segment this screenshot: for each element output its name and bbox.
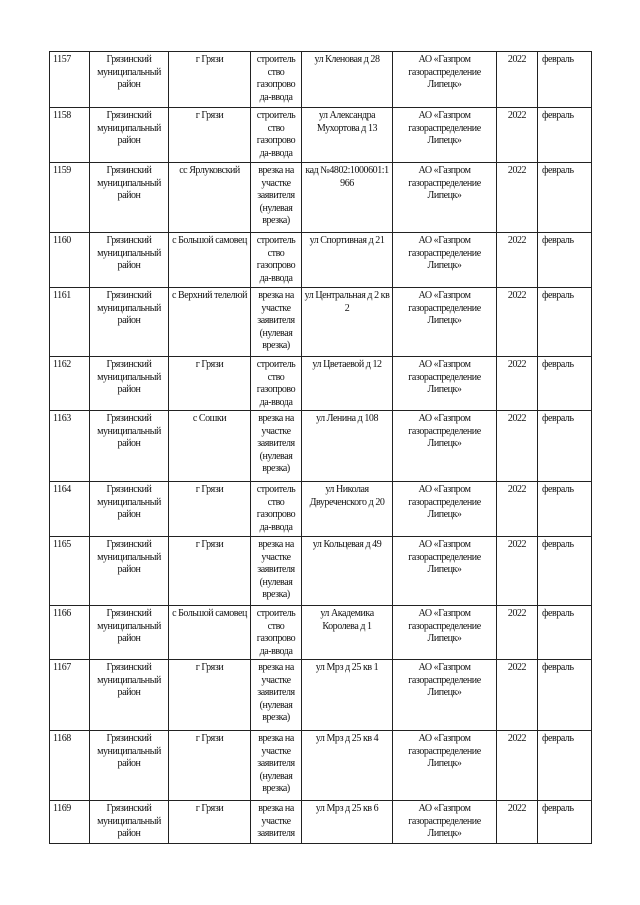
district-cell: Грязинский муниципальный район <box>90 288 169 357</box>
table-row <box>50 801 592 844</box>
year-cell: 2022 <box>497 801 538 844</box>
record-number: 1167 <box>50 660 90 731</box>
year-cell: 2022 <box>497 660 538 731</box>
month-cell: февраль <box>538 233 592 288</box>
address-cell: ул Кольцевая д 49 <box>302 537 393 606</box>
district-cell: Грязинский муниципальный район <box>90 482 169 537</box>
month-cell: февраль <box>538 357 592 411</box>
settlement-cell: с Большой самовец <box>169 606 251 660</box>
work-type-cell: строитель ство газопрово да-ввода <box>251 52 302 108</box>
settlement-cell: г Грязи <box>169 357 251 411</box>
record-number: 1166 <box>50 606 90 660</box>
table-row <box>50 52 592 108</box>
table-row <box>50 482 592 537</box>
table-row <box>50 288 592 357</box>
work-type-cell: врезка на участке заявителя (нулевая врезка) <box>251 731 302 801</box>
table-row <box>50 163 592 233</box>
settlement-cell: г Грязи <box>169 660 251 731</box>
month-cell: февраль <box>538 108 592 163</box>
address-cell: ул Спортивная д 21 <box>302 233 393 288</box>
address-cell: ул Мрз д 25 кв 4 <box>302 731 393 801</box>
record-number: 1169 <box>50 801 90 844</box>
month-cell: февраль <box>538 163 592 233</box>
address-cell: ул Мрз д 25 кв 1 <box>302 660 393 731</box>
organization-cell: АО «Газпром газораспределение Липецк» <box>393 163 497 233</box>
work-type-cell: строитель ство газопрово да-ввода <box>251 108 302 163</box>
month-cell: февраль <box>538 731 592 801</box>
organization-cell: АО «Газпром газораспределение Липецк» <box>393 606 497 660</box>
work-type-cell: врезка на участке заявителя (нулевая врезка) <box>251 163 302 233</box>
address-cell: ул Академика Королева д 1 <box>302 606 393 660</box>
year-cell: 2022 <box>497 233 538 288</box>
settlement-cell: г Грязи <box>169 482 251 537</box>
settlement-cell: г Грязи <box>169 52 251 108</box>
table-row <box>50 606 592 660</box>
organization-cell: АО «Газпром газораспределение Липецк» <box>393 660 497 731</box>
record-number: 1164 <box>50 482 90 537</box>
record-number: 1165 <box>50 537 90 606</box>
address-cell: кад №4802:1000601:1 966 <box>302 163 393 233</box>
table-row <box>50 233 592 288</box>
address-cell: ул Цветаевой д 12 <box>302 357 393 411</box>
work-type-cell: строитель ство газопрово да-ввода <box>251 233 302 288</box>
organization-cell: АО «Газпром газораспределение Липецк» <box>393 731 497 801</box>
record-number: 1168 <box>50 731 90 801</box>
address-cell: ул Николая Двуреченского д 20 <box>302 482 393 537</box>
month-cell: февраль <box>538 411 592 482</box>
organization-cell: АО «Газпром газораспределение Липецк» <box>393 108 497 163</box>
record-number: 1157 <box>50 52 90 108</box>
table-row <box>50 537 592 606</box>
record-number: 1162 <box>50 357 90 411</box>
year-cell: 2022 <box>497 52 538 108</box>
organization-cell: АО «Газпром газораспределение Липецк» <box>393 357 497 411</box>
work-type-cell: врезка на участке заявителя (нулевая врезка) <box>251 411 302 482</box>
year-cell: 2022 <box>497 411 538 482</box>
settlement-cell: г Грязи <box>169 108 251 163</box>
district-cell: Грязинский муниципальный район <box>90 731 169 801</box>
district-cell: Грязинский муниципальный район <box>90 357 169 411</box>
table-row <box>50 357 592 411</box>
address-cell: ул Центральная д 2 кв 2 <box>302 288 393 357</box>
settlement-cell: с Верхний телелюй <box>169 288 251 357</box>
year-cell: 2022 <box>497 288 538 357</box>
settlement-cell: г Грязи <box>169 537 251 606</box>
organization-cell: АО «Газпром газораспределение Липецк» <box>393 52 497 108</box>
record-number: 1158 <box>50 108 90 163</box>
work-type-cell: врезка на участке заявителя <box>251 801 302 844</box>
year-cell: 2022 <box>497 108 538 163</box>
record-number: 1163 <box>50 411 90 482</box>
district-cell: Грязинский муниципальный район <box>90 660 169 731</box>
table-row <box>50 411 592 482</box>
month-cell: февраль <box>538 537 592 606</box>
record-number: 1160 <box>50 233 90 288</box>
month-cell: февраль <box>538 482 592 537</box>
district-cell: Грязинский муниципальный район <box>90 163 169 233</box>
table-row <box>50 731 592 801</box>
year-cell: 2022 <box>497 537 538 606</box>
table-row <box>50 108 592 163</box>
organization-cell: АО «Газпром газораспределение Липецк» <box>393 801 497 844</box>
district-cell: Грязинский муниципальный район <box>90 537 169 606</box>
year-cell: 2022 <box>497 606 538 660</box>
address-cell: ул Александра Мухортова д 13 <box>302 108 393 163</box>
work-type-cell: врезка на участке заявителя (нулевая врезка) <box>251 537 302 606</box>
district-cell: Грязинский муниципальный район <box>90 52 169 108</box>
work-type-cell: строитель ство газопрово да-ввода <box>251 606 302 660</box>
district-cell: Грязинский муниципальный район <box>90 801 169 844</box>
district-cell: Грязинский муниципальный район <box>90 108 169 163</box>
month-cell: февраль <box>538 660 592 731</box>
address-cell: ул Кленовая д 28 <box>302 52 393 108</box>
year-cell: 2022 <box>497 482 538 537</box>
address-cell: ул Ленина д 108 <box>302 411 393 482</box>
year-cell: 2022 <box>497 357 538 411</box>
settlement-cell: с Большой самовец <box>169 233 251 288</box>
organization-cell: АО «Газпром газораспределение Липецк» <box>393 233 497 288</box>
month-cell: февраль <box>538 801 592 844</box>
settlement-cell: г Грязи <box>169 731 251 801</box>
settlement-cell: г Грязи <box>169 801 251 844</box>
settlement-cell: сс Ярлуковский <box>169 163 251 233</box>
work-type-cell: строитель ство газопрово да-ввода <box>251 482 302 537</box>
table-row <box>50 660 592 731</box>
settlement-cell: с Сошки <box>169 411 251 482</box>
month-cell: февраль <box>538 606 592 660</box>
district-cell: Грязинский муниципальный район <box>90 411 169 482</box>
record-number: 1159 <box>50 163 90 233</box>
year-cell: 2022 <box>497 731 538 801</box>
district-cell: Грязинский муниципальный район <box>90 606 169 660</box>
month-cell: февраль <box>538 288 592 357</box>
address-cell: ул Мрз д 25 кв 6 <box>302 801 393 844</box>
month-cell: февраль <box>538 52 592 108</box>
year-cell: 2022 <box>497 163 538 233</box>
organization-cell: АО «Газпром газораспределение Липецк» <box>393 482 497 537</box>
work-type-cell: врезка на участке заявителя (нулевая врезка) <box>251 288 302 357</box>
work-type-cell: строитель ство газопрово да-ввода <box>251 357 302 411</box>
district-cell: Грязинский муниципальный район <box>90 233 169 288</box>
work-type-cell: врезка на участке заявителя (нулевая врезка) <box>251 660 302 731</box>
record-number: 1161 <box>50 288 90 357</box>
records-table <box>49 51 592 844</box>
organization-cell: АО «Газпром газораспределение Липецк» <box>393 411 497 482</box>
organization-cell: АО «Газпром газораспределение Липецк» <box>393 288 497 357</box>
organization-cell: АО «Газпром газораспределение Липецк» <box>393 537 497 606</box>
